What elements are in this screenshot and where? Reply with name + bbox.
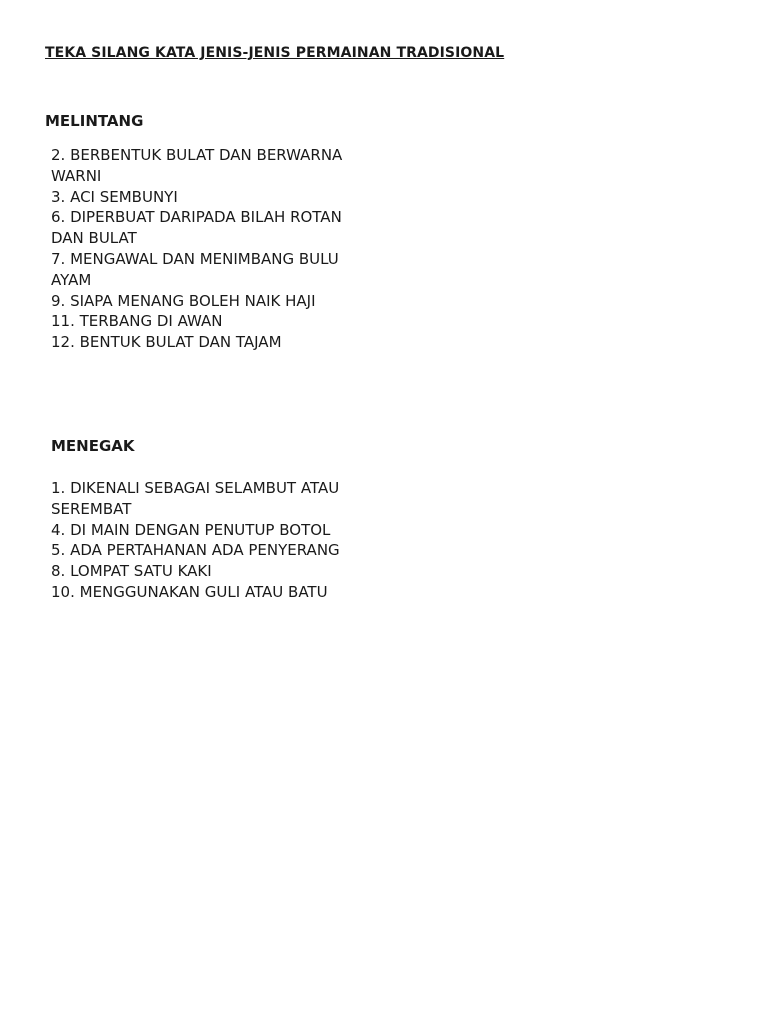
menegak-clue: 5. ADA PERTAHANAN ADA PENYERANG [51,541,340,560]
menegak-clue-list [51,478,351,603]
melintang-clue: 6. DIPERBUAT DARIPADA BILAH ROTAN DAN BULAT [51,208,342,248]
menegak-clue: 10. MENGGUNAKAN GULI ATAU BATU [51,582,328,601]
menegak-heading: MENEGAK [51,437,135,455]
menegak-clue: 1. DIKENALI SEBAGAI SELAMBUT ATAU SEREMBAT [51,479,340,518]
melintang-clue: 11. TERBANG DI AWAN [51,312,223,331]
menegak-clue: 8. LOMPAT SATU KAKI [51,562,212,581]
melintang-clue-list [51,145,351,353]
menegak-clue: 4. DI MAIN DENGAN PENUTUP BOTOL [51,520,331,539]
document-title: TEKA SILANG KATA JENIS-JENIS PERMAINAN TRADISIONAL [45,45,505,61]
melintang-clue: 12. BENTUK BULAT DAN TAJAM [51,333,282,352]
melintang-clue: 2. BERBENTUK BULAT DAN BERWARNA WARNI [51,146,343,185]
melintang-heading: MELINTANG [45,112,144,130]
melintang-clue: 3. ACI SEMBUNYI [51,187,178,206]
melintang-clue: 7. MENGAWAL DAN MENIMBANG BULU AYAM [51,249,339,289]
melintang-clue: 9. SIAPA MENANG BOLEH NAIK HAJI [51,291,316,310]
